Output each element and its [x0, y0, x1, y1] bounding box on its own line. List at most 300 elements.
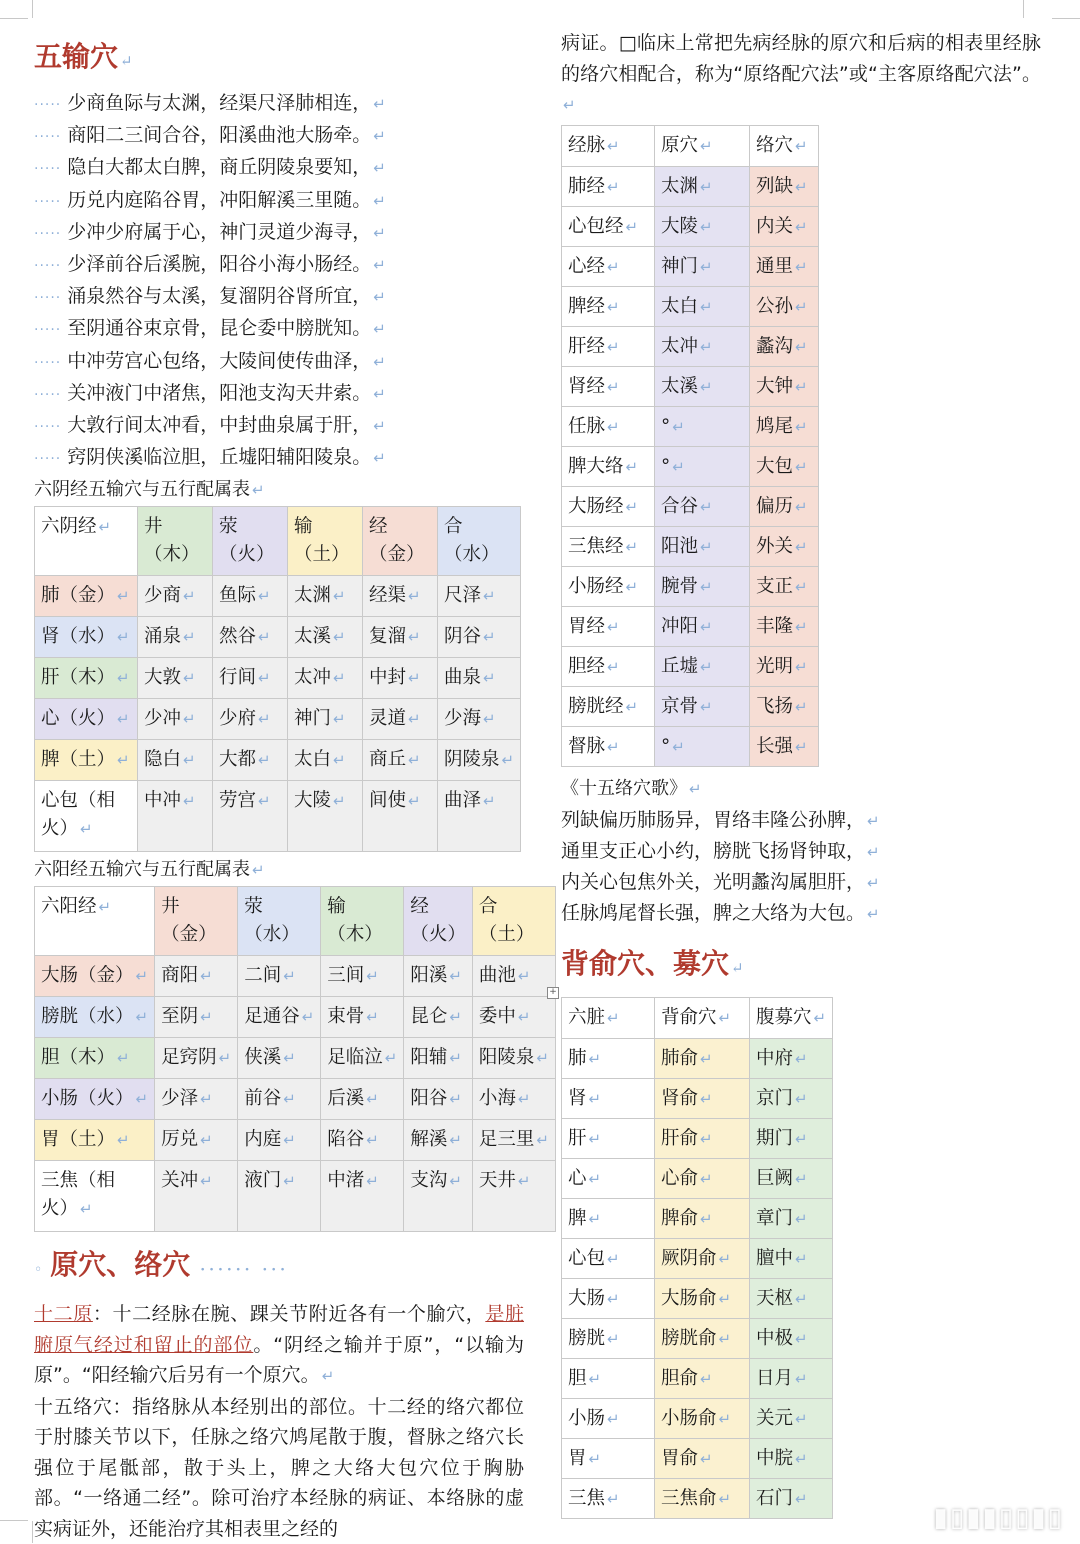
header-text: 井	[161, 896, 180, 918]
cell-text: 合谷	[661, 495, 699, 517]
cell-text: 束骨	[327, 1006, 365, 1028]
verse-text: 历兑内庭陷谷胃，冲阳解溪三里随。	[67, 188, 372, 211]
cell-text: 解溪	[410, 1129, 448, 1151]
return-mark: ↵	[333, 669, 346, 688]
return-mark: ↵	[449, 967, 462, 986]
verse-line	[34, 249, 524, 281]
return-mark: ↵	[607, 417, 620, 436]
return-mark: ↵	[607, 1249, 620, 1268]
yuanluo-paragraph: 十二原：十二经脉在腕、踝关节附近各有一个腧穴，是脏腑原气经过和留止的部位。“阴经之输并于原”，“以输为原”。“阳经输穴后另有一个原穴。 ↵	[34, 1303, 524, 1387]
table-row	[562, 726, 819, 766]
return-mark: ↵	[700, 337, 713, 356]
return-mark: ↵	[135, 1090, 149, 1109]
return-mark: ↵	[333, 792, 346, 811]
header-text: 经	[410, 896, 429, 918]
table-cell	[562, 566, 655, 606]
cell-text: 小肠俞	[661, 1407, 717, 1429]
return-mark: ↵	[366, 1172, 379, 1191]
return-mark: ↵	[700, 1049, 713, 1068]
song-lines	[561, 805, 1041, 929]
table-cell	[562, 726, 655, 766]
header-sub: （土）	[478, 924, 535, 946]
cell-text: 肾	[568, 1087, 587, 1109]
return-mark: ↵	[607, 657, 620, 676]
indent-dots: ·····	[34, 322, 62, 339]
table-cell	[750, 686, 819, 726]
cell-text: 肺俞	[661, 1047, 699, 1069]
return-mark: ↵	[607, 1008, 620, 1027]
verse-text: 隐白大都太白脾，商丘阴陵泉要知，	[67, 156, 372, 179]
table-cell	[655, 1198, 750, 1238]
cell-text: 大肠俞	[661, 1287, 717, 1309]
table-row	[562, 1118, 833, 1158]
return-mark: ↵	[700, 1369, 713, 1388]
table-cell	[562, 1118, 655, 1158]
return-mark: ↵	[536, 1049, 549, 1068]
cell-text: 少冲	[144, 708, 182, 730]
table-cell	[562, 1038, 655, 1078]
table-cell	[238, 1079, 321, 1120]
cell-text: 肺（金）	[41, 585, 116, 607]
return-mark: ↵	[517, 1008, 531, 1027]
table-row	[562, 246, 819, 286]
return-mark: ↵	[373, 384, 386, 403]
cell-text: 小肠	[568, 1407, 606, 1429]
return-mark: ↵	[795, 1409, 808, 1428]
return-mark: ↵	[483, 792, 496, 811]
table-cell	[750, 1358, 833, 1398]
header-cell	[750, 125, 819, 166]
cell-text: 太溪	[294, 626, 332, 648]
table-cell	[472, 1038, 555, 1079]
cell-text: 天枢	[756, 1287, 794, 1309]
table-row	[35, 1161, 556, 1232]
table-cell	[238, 997, 321, 1038]
cell-text: 心经	[568, 255, 606, 277]
cell-text: 太冲	[661, 335, 699, 357]
cell-text: 神门	[294, 708, 332, 730]
table-cell	[562, 646, 655, 686]
return-mark: ↵	[718, 1008, 732, 1027]
table-cell	[655, 1398, 750, 1438]
cell-text: 厉兑	[161, 1129, 199, 1151]
table-cell	[750, 206, 819, 246]
return-mark: ↵	[795, 617, 808, 636]
table-cell	[404, 1120, 473, 1161]
cell-text: 支正	[756, 575, 794, 597]
return-mark: ↵	[672, 457, 685, 476]
return-mark: ↵	[333, 751, 346, 770]
table-cell	[655, 686, 750, 726]
table-cell	[750, 326, 819, 366]
return-mark: ↵	[700, 497, 713, 516]
cell-text: 鸠尾	[756, 415, 794, 437]
row-header-cell	[35, 576, 138, 617]
table-row	[562, 566, 819, 606]
return-mark: ↵	[700, 1089, 713, 1108]
header-sub: （水）	[444, 544, 500, 566]
table-cell	[404, 956, 473, 997]
section-title-beishu: 背俞穴、募穴 ↵	[561, 946, 744, 980]
table-row	[35, 617, 521, 658]
table-cell	[655, 566, 750, 606]
cell-text: 冲阳	[661, 615, 699, 637]
table-row	[35, 1079, 556, 1120]
table-cell	[562, 1398, 655, 1438]
verse-line	[34, 185, 524, 217]
return-mark: ↵	[517, 1172, 531, 1191]
table-move-handle[interactable]: +	[547, 987, 559, 999]
table-cell	[562, 446, 655, 486]
table-row	[35, 1038, 556, 1079]
table-cell	[363, 576, 438, 617]
header-cell	[750, 997, 833, 1038]
table-cell	[562, 1478, 655, 1518]
header-text: 合	[444, 516, 463, 538]
table-cell	[562, 1238, 655, 1278]
return-mark: ↵	[700, 537, 713, 556]
verse-text: 至阴通谷束京骨，昆仑委中膀胱知。	[67, 317, 372, 340]
yin-table-caption: 六阴经五输穴与五行配属表 ↵	[34, 479, 265, 501]
cell-text: 胃	[568, 1447, 587, 1469]
cell-text: 二间	[244, 965, 282, 987]
cell-text: 中脘	[756, 1447, 794, 1469]
row-header-cell	[35, 1038, 155, 1079]
return-mark: ↵	[408, 669, 421, 688]
return-mark: ↵	[517, 1090, 531, 1109]
table-cell	[562, 406, 655, 446]
table-cell	[750, 446, 819, 486]
cell-text: 少海	[444, 708, 482, 730]
return-mark: ↵	[449, 1008, 462, 1027]
cell-text: 章门	[756, 1207, 794, 1229]
table-cell	[655, 1358, 750, 1398]
verse-line	[34, 410, 524, 442]
table-cell	[438, 781, 521, 852]
cell-text: 京门	[756, 1087, 794, 1109]
indent-dots: ·····	[34, 419, 62, 436]
return-mark: ↵	[700, 577, 713, 596]
cell-text: 中极	[756, 1327, 794, 1349]
header-text: 六阴经	[41, 516, 97, 538]
indent-dots: ·····	[34, 258, 62, 275]
cell-text: 中封	[369, 667, 407, 689]
header-text: 原穴	[661, 134, 699, 156]
cell-text: 任脉	[568, 415, 606, 437]
return-mark: ↵	[183, 628, 196, 647]
cell-text: °	[661, 455, 671, 477]
return-mark: ↵	[366, 967, 379, 986]
table-cell	[155, 1161, 238, 1232]
table-cell	[750, 366, 819, 406]
return-mark: ↵	[718, 1409, 732, 1428]
cell-text: 陷谷	[327, 1129, 365, 1151]
table-cell	[288, 617, 363, 658]
return-mark: ↵	[283, 967, 296, 986]
cell-text: 期门	[756, 1127, 794, 1149]
table-row	[35, 781, 521, 852]
return-mark: ↵	[301, 1008, 315, 1027]
cell-text: 肝	[568, 1127, 587, 1149]
return-mark: ↵	[183, 669, 196, 688]
table-row	[562, 1438, 833, 1478]
verse-text: 商阳二三间合谷，阳溪曲池大肠牵。	[67, 124, 372, 147]
cell-text: 中渚	[327, 1170, 365, 1192]
table-cell	[750, 246, 819, 286]
table-row	[562, 206, 819, 246]
row-header-cell	[35, 740, 138, 781]
header-cell	[155, 887, 238, 956]
table-cell	[655, 526, 750, 566]
return-mark: ↵	[408, 587, 421, 606]
indent-dots: ·····	[34, 129, 62, 146]
return-mark: ↵	[795, 1289, 808, 1308]
return-mark: ↵	[373, 352, 386, 371]
cell-text: °	[661, 735, 671, 757]
cell-text: 阳谷	[410, 1088, 448, 1110]
return-mark: ↵	[700, 697, 713, 716]
return-mark: ↵	[218, 1049, 232, 1068]
table-row	[562, 526, 819, 566]
return-mark: ↵	[607, 337, 620, 356]
table-cell	[321, 1038, 404, 1079]
cell-text: 肺经	[568, 175, 606, 197]
table-cell	[321, 997, 404, 1038]
return-mark: ↵	[867, 873, 880, 892]
return-mark: ↵	[607, 297, 620, 316]
cell-text: 大肠	[568, 1287, 606, 1309]
return-mark: ↵	[795, 697, 808, 716]
verse-list	[34, 88, 524, 474]
cell-text: 心包经	[568, 215, 624, 237]
cell-text: 胆俞	[661, 1367, 699, 1389]
table-cell	[288, 781, 363, 852]
header-text: 六脏	[568, 1006, 606, 1028]
table-row	[562, 686, 819, 726]
row-header-cell	[35, 617, 138, 658]
table-cell	[238, 1120, 321, 1161]
section-title-yuanluo: ◦ 原穴、络穴 ······ ···	[34, 1248, 290, 1282]
crop-mark	[1052, 18, 1080, 19]
cell-text: 肺	[568, 1047, 587, 1069]
return-mark: ↵	[700, 257, 713, 276]
table-row	[35, 740, 521, 781]
table-cell	[750, 526, 819, 566]
cell-text: 心	[568, 1167, 587, 1189]
table-cell	[750, 286, 819, 326]
cell-text: 复溜	[369, 626, 407, 648]
header-row	[35, 507, 521, 576]
return-mark: ↵	[117, 710, 130, 729]
verse-text: 窍阴侠溪临泣胆，丘墟阳辅阳陵泉。	[67, 446, 372, 469]
table-cell	[750, 1198, 833, 1238]
return-mark: ↵	[795, 377, 808, 396]
watermark: ▮▯▮▮▯▯▮▯	[933, 1503, 1064, 1533]
table-cell	[138, 617, 213, 658]
table-cell	[138, 699, 213, 740]
cell-text: 肾经	[568, 375, 606, 397]
table-cell	[655, 446, 750, 486]
cell-text: 列缺	[756, 175, 794, 197]
header-cell	[238, 887, 321, 956]
return-mark: ↵	[373, 320, 386, 339]
verse-line	[34, 88, 524, 120]
return-mark: ↵	[607, 377, 620, 396]
cell-text: 太冲	[294, 667, 332, 689]
table-row	[562, 1238, 833, 1278]
cell-text: 内关	[756, 215, 794, 237]
cell-text: 关元	[756, 1407, 794, 1429]
yuanluo-continued-paragraph: 病证。□临床上常把先病经脉的原穴和后病的相表里经脉的络穴相配合，称为“原络配穴法”或“主客原络配穴法”。↵	[561, 32, 1041, 114]
song-line	[561, 867, 1041, 898]
table-row	[562, 1318, 833, 1358]
cell-text: 肾俞	[661, 1087, 699, 1109]
return-mark: ↵	[700, 377, 713, 396]
table-cell	[562, 1318, 655, 1358]
cell-text: 天井	[478, 1170, 516, 1192]
return-mark: ↵	[258, 710, 271, 729]
return-mark: ↵	[795, 257, 808, 276]
return-mark: ↵	[200, 1090, 213, 1109]
crop-mark	[0, 18, 28, 19]
return-mark: ↵	[366, 1131, 379, 1150]
table-cell	[655, 1438, 750, 1478]
table-cell	[238, 1038, 321, 1079]
return-mark: ↵	[373, 95, 386, 113]
return-mark: ↵	[795, 217, 808, 236]
header-cell	[288, 507, 363, 576]
cell-text: 关冲	[161, 1170, 199, 1192]
return-mark: ↵	[625, 497, 639, 516]
return-mark: ↵	[588, 1169, 602, 1188]
return-mark: ↵	[607, 737, 620, 756]
table-cell	[404, 1079, 473, 1120]
cell-text: 膀胱	[568, 1327, 606, 1349]
return-mark: ↵	[200, 967, 213, 986]
table-cell	[438, 699, 521, 740]
cell-text: 肝（木）	[41, 667, 116, 689]
return-mark: ↵	[588, 1369, 602, 1388]
cell-text: 胃俞	[661, 1447, 699, 1469]
cell-text: 三间	[327, 965, 365, 987]
table-cell	[750, 1398, 833, 1438]
return-mark: ↵	[718, 1289, 732, 1308]
header-cell	[404, 887, 473, 956]
cell-text: 小海	[478, 1088, 516, 1110]
return-mark: ↵	[373, 288, 386, 307]
header-cell	[321, 887, 404, 956]
cell-text: 曲池	[478, 965, 516, 987]
table-cell	[213, 658, 288, 699]
cell-text: 劳宫	[219, 790, 257, 812]
table-row	[562, 1278, 833, 1318]
indent-dots: ·····	[34, 290, 62, 307]
table-cell	[655, 486, 750, 526]
return-mark: ↵	[117, 1131, 130, 1150]
return-mark: ↵	[483, 628, 496, 647]
table-cell	[562, 206, 655, 246]
table-cell	[155, 956, 238, 997]
cell-text: 涌泉	[144, 626, 182, 648]
header-cell	[363, 507, 438, 576]
return-mark: ↵	[384, 1049, 398, 1068]
table-cell	[655, 1158, 750, 1198]
cell-text: 阴陵泉	[444, 749, 500, 771]
cell-text: 胃（土）	[41, 1129, 116, 1151]
table-cell	[138, 576, 213, 617]
cell-text: 小肠（火）	[41, 1088, 134, 1110]
cell-text: 大陵	[294, 790, 332, 812]
return-mark: ↵	[607, 1409, 620, 1428]
cell-text: 昆仑	[410, 1006, 448, 1028]
cell-text: 太白	[661, 295, 699, 317]
return-mark: ↵	[795, 1369, 808, 1388]
return-mark: ↵	[700, 217, 713, 236]
return-mark: ↵	[588, 1449, 602, 1468]
cell-text: 膀胱经	[568, 695, 624, 717]
crop-mark	[6, 0, 33, 18]
return-mark: ↵	[408, 710, 421, 729]
return-mark: ↵	[333, 628, 346, 647]
table-cell	[472, 1120, 555, 1161]
header-sub: （金）	[369, 544, 425, 566]
table-cell	[750, 486, 819, 526]
header-cell	[562, 997, 655, 1038]
return-mark: ↵	[625, 537, 639, 556]
cell-text: 大陵	[661, 215, 699, 237]
return-mark: ↵	[700, 1449, 713, 1468]
return-mark: ↵	[795, 537, 808, 556]
return-mark: ↵	[373, 191, 386, 210]
cell-text: 阳辅	[410, 1047, 448, 1069]
table-cell	[155, 997, 238, 1038]
cell-text: 脾	[568, 1207, 587, 1229]
return-mark: ↵	[258, 628, 271, 647]
cell-text: 太溪	[661, 375, 699, 397]
cell-text: 侠溪	[244, 1047, 282, 1069]
verse-text: 少商鱼际与太渊，经渠尺泽肺相连，	[67, 92, 372, 114]
return-mark: ↵	[200, 1131, 213, 1150]
cell-text: 公孙	[756, 295, 794, 317]
header-text: 络穴	[756, 134, 794, 156]
cell-text: 灵道	[369, 708, 407, 730]
cell-text: 少商	[144, 585, 182, 607]
header-sub: （土）	[294, 544, 350, 566]
return-mark: ↵	[373, 417, 386, 436]
table-row	[562, 1398, 833, 1438]
header-text: 腹募穴	[756, 1006, 812, 1028]
table-cell	[363, 781, 438, 852]
table-cell	[750, 1078, 833, 1118]
table-row	[35, 699, 521, 740]
cell-text: 蠡沟	[756, 335, 794, 357]
return-mark: ↵	[867, 842, 880, 861]
return-mark: ↵	[200, 1172, 213, 1191]
table-cell	[750, 1438, 833, 1478]
cell-text: 小肠经	[568, 575, 624, 597]
header-text: 输	[294, 516, 313, 538]
return-mark: ↵	[700, 297, 713, 316]
row-header-cell	[35, 1079, 155, 1120]
verse-line	[34, 217, 524, 249]
song-line	[561, 898, 1041, 929]
return-mark: ↵	[607, 1289, 620, 1308]
table-row	[562, 326, 819, 366]
return-mark: ↵	[795, 1329, 808, 1348]
return-mark: ↵	[333, 710, 346, 729]
beishu-table	[561, 997, 833, 1519]
cell-text: 然谷	[219, 626, 257, 648]
